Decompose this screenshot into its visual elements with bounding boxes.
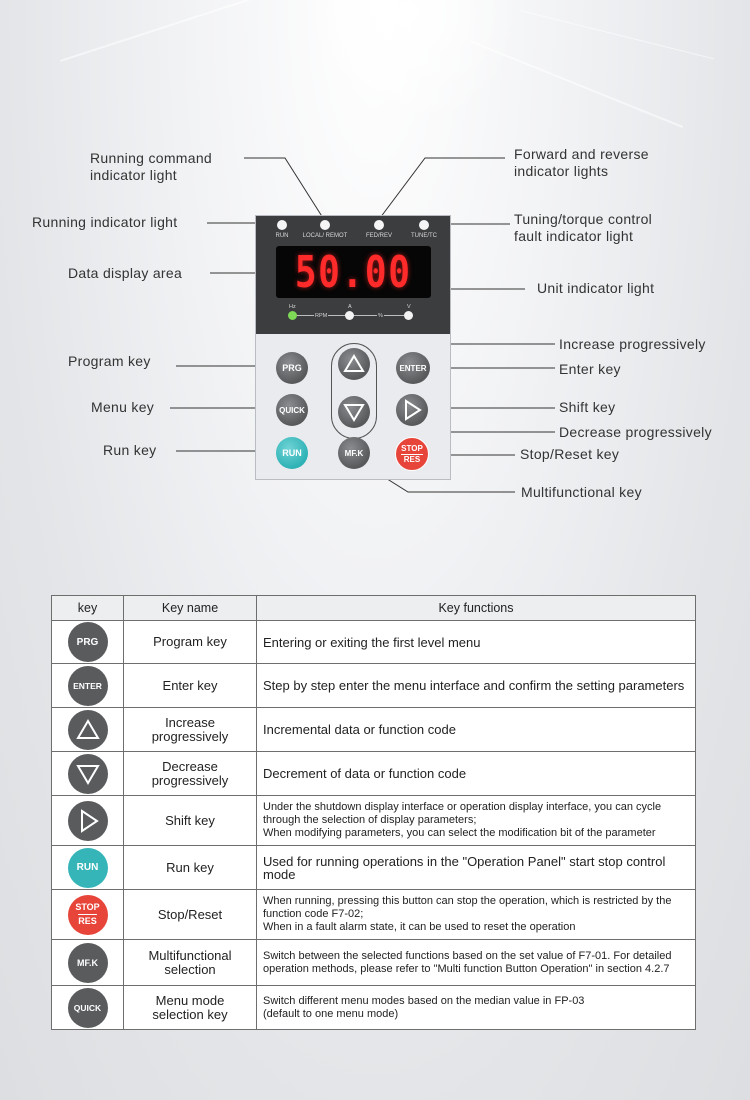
- right-triangle-icon: [77, 809, 99, 833]
- down-triangle-icon: [343, 402, 365, 422]
- enter-key[interactable]: ENTER: [396, 352, 430, 384]
- icon-cell: [52, 752, 124, 796]
- up-triangle-icon: [343, 354, 365, 374]
- callout-running-indicator: Running indicator light: [32, 214, 178, 230]
- callout-run-key: Run key: [103, 442, 157, 458]
- key-function: Switch between the selected functions based on the set value of F7-01. For detailed operation methods, please refer to "Multi function Button Operation" in section 4.2.7: [257, 940, 696, 986]
- icon-cell: [52, 664, 124, 708]
- icon-cell: [52, 708, 124, 752]
- key-function: Entering or exiting the first level menu: [257, 621, 696, 664]
- unit-label: RPM: [315, 313, 328, 319]
- callout-menu-key: Menu key: [91, 399, 155, 415]
- table-header-row: [52, 596, 696, 621]
- key-name: Menu mode selection key: [124, 986, 257, 1030]
- callout-tuning-torque-line2: fault indicator light: [514, 228, 634, 244]
- key-function-table: [51, 595, 696, 1030]
- a-unit-led: [345, 311, 354, 320]
- callout-tuning-torque-line1: Tuning/torque control: [514, 211, 653, 227]
- stop-reset-key[interactable]: [395, 437, 429, 471]
- run-key-icon: RUN: [68, 848, 108, 888]
- table-row: [52, 664, 696, 708]
- mfk-key[interactable]: MF.K: [338, 437, 370, 469]
- key-function: Incremental data or function code: [257, 708, 696, 752]
- key-function: Used for running operations in the "Operation Panel" start stop control mode: [257, 846, 696, 890]
- key-name: Enter key: [124, 664, 257, 708]
- key-function: Step by step enter the menu interface and confirm the setting parameters: [257, 664, 696, 708]
- tune-tc-indicator-led: [419, 220, 429, 230]
- reset-label: RES: [78, 916, 97, 926]
- icon-cell: [52, 621, 124, 664]
- table-row: [52, 621, 696, 664]
- callout-tuning-torque: [514, 211, 652, 245]
- table-row: [52, 708, 696, 752]
- key-name: Shift key: [124, 796, 257, 846]
- indicator-label: RUN: [275, 233, 289, 239]
- light-streak: [60, 0, 308, 62]
- indicator-row: [256, 220, 450, 242]
- run-key[interactable]: RUN: [276, 437, 308, 469]
- v-unit-led: [404, 311, 413, 320]
- callout-shift-key: Shift key: [559, 399, 616, 415]
- quick-key-icon: QUICK: [68, 988, 108, 1028]
- callout-data-display: Data display area: [68, 265, 183, 281]
- key-function: When running, pressing this button can stop the operation, which is restricted by the function code F7-02; When in a fault alarm state, it can be used to reset the operation: [257, 890, 696, 940]
- enter-key-icon: ENTER: [68, 666, 108, 706]
- stop-label: STOP: [75, 902, 100, 912]
- local-remote-indicator-led: [320, 220, 330, 230]
- key-name: Decrease progressively: [124, 752, 257, 796]
- key-name: Multifunctional selection: [124, 940, 257, 986]
- indicator-label: FED/REV: [365, 233, 393, 239]
- table-row: [52, 846, 696, 890]
- header-key: key: [52, 596, 124, 621]
- key-name: Program key: [124, 621, 257, 664]
- down-triangle-icon: [76, 763, 100, 785]
- unit-label: %: [378, 313, 383, 319]
- key-name: Run key: [124, 846, 257, 890]
- icon-cell: [52, 986, 124, 1030]
- callout-stop-reset: Stop/Reset key: [520, 446, 620, 462]
- stop-label: STOP: [401, 443, 423, 453]
- reset-label: RES: [401, 454, 423, 464]
- callout-running-command-line1: Running command: [90, 150, 213, 166]
- callout-unit-indicator: Unit indicator light: [537, 280, 655, 296]
- background-glow: [300, 0, 520, 130]
- panel-top: [256, 216, 450, 334]
- fwd-rev-indicator-led: [374, 220, 384, 230]
- key-name: Increase progressively: [124, 708, 257, 752]
- decrease-key[interactable]: [338, 396, 370, 428]
- key-name: Stop/Reset: [124, 890, 257, 940]
- callout-decrease: Decrease progressively: [559, 424, 712, 440]
- increase-key-icon: [68, 710, 108, 750]
- right-triangle-icon: [402, 399, 422, 421]
- icon-cell: [52, 890, 124, 940]
- quick-key[interactable]: QUICK: [276, 394, 308, 426]
- icon-cell: [52, 796, 124, 846]
- icon-cell: [52, 940, 124, 986]
- unit-indicator-row: [256, 304, 450, 328]
- unit-label: V: [407, 304, 411, 310]
- key-function: Switch different menu modes based on the median value in FP-03 (default to one menu mode): [257, 986, 696, 1030]
- unit-label: Hz: [289, 304, 296, 310]
- keypad-panel: [255, 215, 451, 480]
- table-row: [52, 752, 696, 796]
- icon-cell: [52, 846, 124, 890]
- key-function: Decrement of data or function code: [257, 752, 696, 796]
- callout-increase: Increase progressively: [559, 336, 706, 352]
- data-display: [276, 246, 431, 298]
- callout-program-key: Program key: [68, 353, 151, 369]
- prg-key[interactable]: PRG: [276, 352, 308, 384]
- run-indicator-led: [277, 220, 287, 230]
- mfk-key-icon: MF.K: [68, 943, 108, 983]
- table-row: [52, 940, 696, 986]
- light-streak: [520, 10, 714, 59]
- table-row: [52, 890, 696, 940]
- display-value: 50.00: [295, 246, 412, 298]
- shift-key[interactable]: [396, 394, 428, 426]
- key-function: Under the shutdown display interface or operation display interface, you can cycle through the selection of display parameters; When modifying parameters, you can select the modification bit of the parameter: [257, 796, 696, 846]
- stop-reset-key-icon: [68, 895, 108, 935]
- indicator-label: LOCAL/ REMOT: [302, 233, 348, 239]
- indicator-label: TUNE/TC: [411, 233, 437, 239]
- shift-key-icon: [68, 801, 108, 841]
- callout-multifunctional: Multifunctional key: [521, 484, 642, 500]
- callout-running-command-line2: indicator light: [90, 167, 177, 183]
- table-row: [52, 796, 696, 846]
- callout-forward-reverse-line2: indicator lights: [514, 163, 609, 179]
- table-row: [52, 986, 696, 1030]
- unit-label: A: [348, 304, 352, 310]
- hz-unit-led: [288, 311, 297, 320]
- header-key-name: Key name: [124, 596, 257, 621]
- callout-running-command: [90, 150, 212, 184]
- increase-key[interactable]: [338, 348, 370, 380]
- up-triangle-icon: [76, 719, 100, 741]
- header-key-functions: Key functions: [257, 596, 696, 621]
- callout-forward-reverse-line1: Forward and reverse: [514, 146, 649, 162]
- prg-key-icon: PRG: [68, 622, 108, 662]
- callout-forward-reverse: [514, 146, 649, 180]
- callout-enter-key: Enter key: [559, 361, 621, 377]
- decrease-key-icon: [68, 754, 108, 794]
